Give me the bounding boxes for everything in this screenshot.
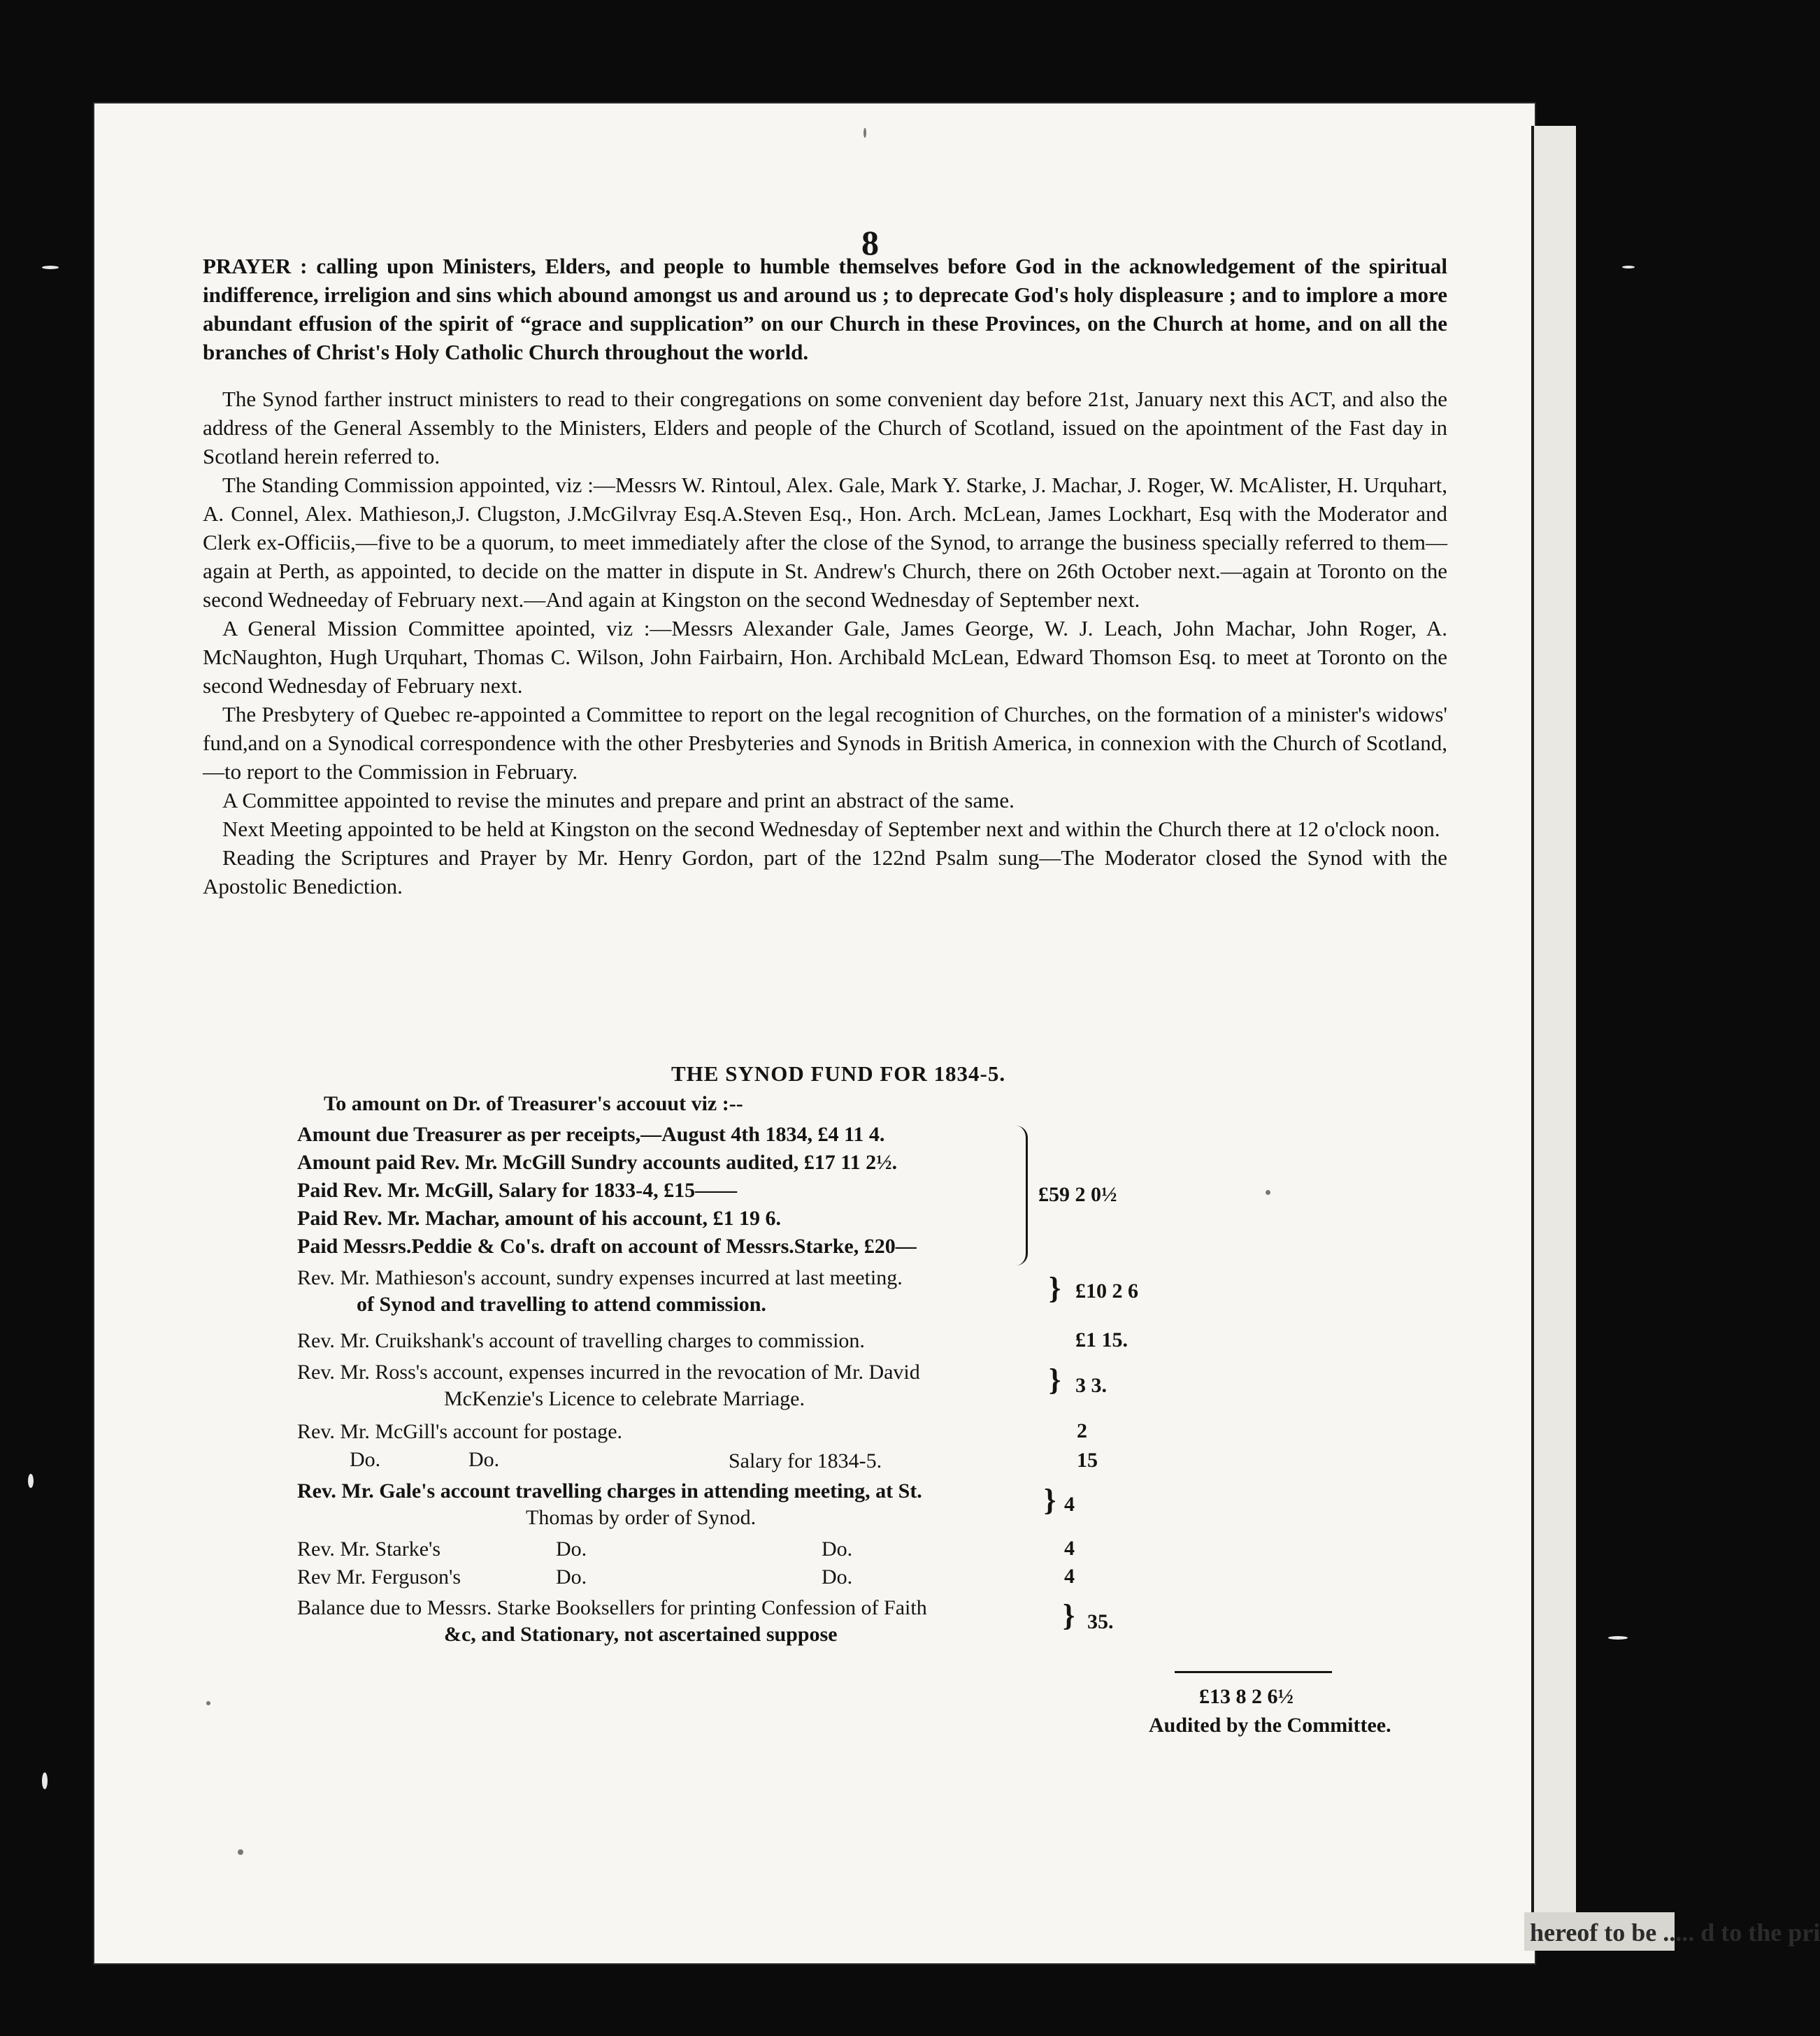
page-number: 8	[861, 223, 879, 262]
ditto: Do.	[556, 1537, 587, 1561]
paragraph-closing: Reading the Scriptures and Prayer by Mr. Henry Gordon, part of the 122nd Psalm sung—The Moderator closed the Synod with the Apostolic Benediction.	[203, 845, 1447, 898]
brace	[1016, 1126, 1028, 1266]
scan-speck	[1266, 1190, 1270, 1195]
fund-line: Salary for 1834-5.	[729, 1449, 882, 1472]
paragraph-minutes-committee: A Committee appointed to revise the minutes and prepare and print an abstract of the same.	[222, 788, 1015, 812]
fund-line: Rev. Mr. McGill's account for postage.	[297, 1420, 623, 1443]
amount: 3 3.	[1075, 1374, 1107, 1397]
fund-line: &c, and Stationary, not ascertained suppose	[444, 1623, 838, 1646]
scan-speck	[864, 128, 866, 138]
amount: 15	[1077, 1449, 1098, 1472]
ditto: Do.	[350, 1448, 381, 1471]
torn-strip	[1524, 1912, 1820, 1951]
fund-line: Rev. Mr. Starke's	[297, 1537, 441, 1561]
ditto: Do.	[822, 1537, 853, 1561]
scan-speck	[28, 1474, 34, 1488]
scan-speck	[238, 1849, 243, 1855]
paragraph-mission-committee: A General Mission Committee apointed, viz :—Messrs Alexander Gale, James George, W. J. Leach, John Machar, John Roger, A. McNaughton, Hugh Urquhart, Thomas C. Wilson, John Fairbairn, Hon. Archibald McLean, Edward Thomson Esq. to meet at Toronto on the second Wednesday of February next.	[203, 616, 1447, 698]
paragraph-prayer: PRAYER : calling upon Ministers, Elders, and people to humble themselves before God in the acknowledgement of the spiritual indifference, irreligion and sins which abound amongst us and around us ; to deprecate God's holy displeasure ; and to implore a more abundant effusion of the spirit of “grace and supplication” on our Church in these Provinces, on the Church at home, and on all the branches of Christ's Holy Catholic Church throughout the world.	[203, 254, 1447, 364]
amount: £1 15.	[1075, 1328, 1128, 1352]
fund-line: Rev. Mr. Gale's account travelling charges in attending meeting, at St.	[297, 1479, 922, 1503]
fund-line: Paid Rev. Mr. McGill, Salary for 1833-4, £15——	[297, 1179, 738, 1202]
fund-line: Paid Rev. Mr. Machar, amount of his account, £1 19 6.	[297, 1207, 781, 1230]
ditto: Do.	[468, 1448, 500, 1471]
paragraph-instruct: The Synod farther instruct ministers to read to their congregations on some convenient day before 21st, January next this ACT, and also the address of the General Assembly to the Ministers, Elders and people of the Church of Scotland, issued on the apointment of the Fast day in Scotland herein referred to.	[203, 387, 1447, 468]
paragraph-quebec-presbytery: The Presbytery of Quebec re-appointed a Committee to report on the legal recognition of Churches, on the formation of a minister's widows' fund,and on a Synodical correspondence with the other Presbyteries and Synods in British America, in connexion with the Church of Scotland,—to report to the Commission in February.	[203, 702, 1447, 784]
ditto: Do.	[556, 1565, 587, 1589]
paragraph-next-meeting: Next Meeting appointed to be held at Kingston on the second Wednesday of September next and within the Church there at 12 o'clock noon.	[222, 817, 1440, 841]
back-page-edge	[1531, 126, 1576, 1926]
scan-speck	[42, 266, 59, 269]
fund-line: Rev. Mr. Cruikshank's account of travelling charges to commission.	[297, 1329, 865, 1352]
fund-line: Amount due Treasurer as per receipts,—August 4th 1834, £4 11 4.	[297, 1123, 885, 1146]
fund-line: Rev. Mr. Ross's account, expenses incurred in the revocation of Mr. David	[297, 1361, 920, 1384]
torn-strip-text: hereof to be ..... d to the pri	[1530, 1919, 1820, 1947]
fund-subtitle: To amount on Dr. of Treasurer's accouut viz :--	[324, 1092, 743, 1115]
fund-line: Paid Messrs.Peddie & Co's. draft on account of Messrs.Starke, £20—	[297, 1235, 917, 1258]
scan-speck	[206, 1701, 210, 1705]
fund-line: Thomas by order of Synod.	[526, 1506, 757, 1529]
fund-line: McKenzie's Licence to celebrate Marriage.	[444, 1387, 805, 1410]
fund-line: of Synod and travelling to attend commission.	[357, 1293, 766, 1316]
brace: }	[1044, 1483, 1056, 1517]
scan-speck	[1608, 1636, 1628, 1640]
amount: 4	[1064, 1493, 1075, 1516]
amount: 4	[1064, 1537, 1075, 1560]
fund-line: Balance due to Messrs. Starke Booksellers for printing Confession of Faith	[297, 1596, 927, 1619]
brace: }	[1049, 1363, 1061, 1397]
amount: £10 2 6	[1075, 1279, 1138, 1303]
ditto: Do.	[822, 1565, 853, 1589]
audited-note: Audited by the Committee.	[1149, 1714, 1391, 1737]
fund-line: Rev Mr. Ferguson's	[297, 1565, 461, 1589]
fund-line: Rev. Mr. Mathieson's account, sundry expenses incurred at last meeting.	[297, 1266, 903, 1289]
total-rule	[1175, 1671, 1332, 1673]
amount: 2	[1077, 1419, 1087, 1442]
brace: }	[1063, 1598, 1075, 1633]
fund-title: THE SYNOD FUND FOR 1834-5.	[671, 1061, 1006, 1086]
body-text	[203, 252, 1447, 901]
amount: 4	[1064, 1565, 1075, 1588]
grand-total: £13 8 2 6½	[1199, 1685, 1294, 1708]
scan-speck	[42, 1772, 48, 1789]
group1-total: £59 2 0½	[1038, 1183, 1117, 1206]
fund-line: Amount paid Rev. Mr. McGill Sundry accounts audited, £17 11 2½.	[297, 1151, 898, 1174]
brace: }	[1049, 1271, 1061, 1305]
paragraph-standing-commission: The Standing Commission appointed, viz :—Messrs W. Rintoul, Alex. Gale, Mark Y. Starke, J. Machar, J. Roger, W. McAlister, H. Urquhart, A. Connel, Alex. Mathieson,J. Clugston, J.McGilvray Esq.A.Steven Esq., Hon. Arch. McLean, James Lockhart, Esq with the Moderator and Clerk ex-Officiis,—five to be a quorum, to meet immediately after the close of the Synod, to arrange the business specially referred to them—again at Perth, as appointed, to decide on the matter in dispute in St. Andrew's Church, there on 26th October next.—again at Toronto on the second Wedneeday of February next.—And again at Kingston on the second Wednesday of September next.	[203, 473, 1447, 612]
scan-speck	[1622, 266, 1635, 268]
amount: 35.	[1087, 1610, 1114, 1633]
